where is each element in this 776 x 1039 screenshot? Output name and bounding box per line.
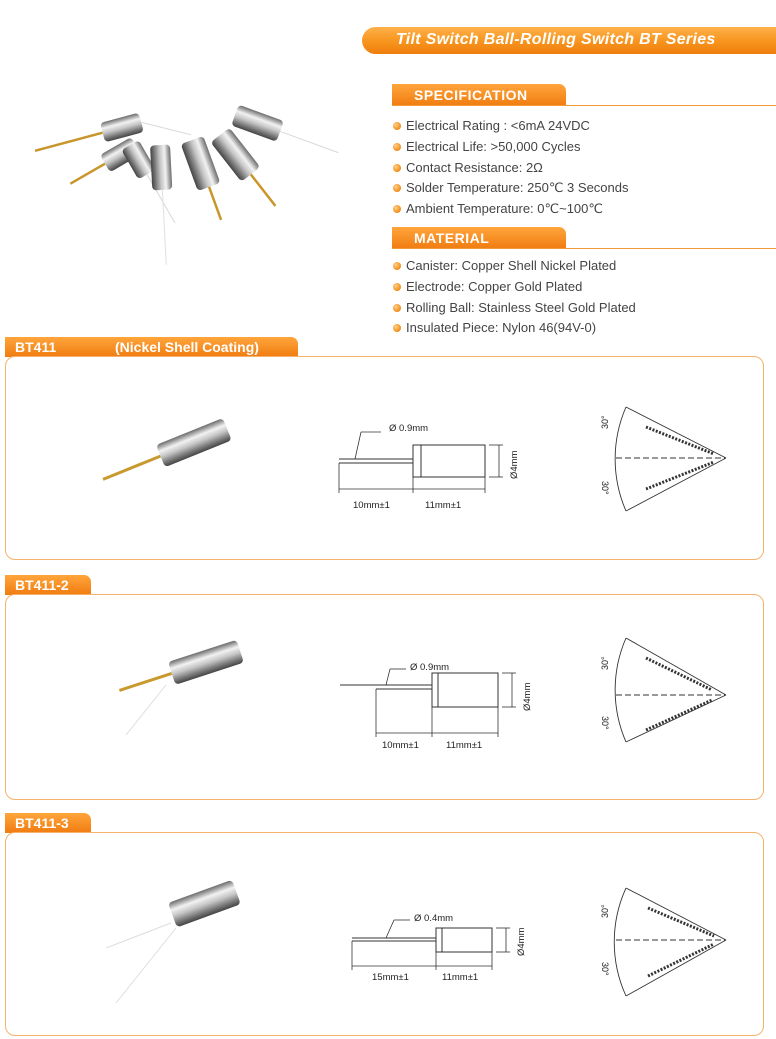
product-coating: (Nickel Shell Coating) xyxy=(115,339,259,355)
specification-header xyxy=(392,84,776,106)
material-item: Canister: Copper Shell Nickel Plated xyxy=(392,256,636,277)
bullet-icon xyxy=(393,205,401,213)
material-list xyxy=(392,256,636,339)
material-header xyxy=(392,227,776,249)
series-title: Tilt Switch Ball-Rolling Switch BT Series xyxy=(396,31,716,48)
product-photo xyxy=(86,863,256,1013)
material-item: Electrode: Copper Gold Plated xyxy=(392,277,636,298)
product-name: BT411-2 xyxy=(15,577,69,593)
body-length-label: 11mm±1 xyxy=(442,972,479,983)
tilt-angle-diagram xyxy=(586,399,741,519)
specification-tab xyxy=(392,84,566,106)
dimension-drawing xyxy=(331,417,531,517)
bullet-icon xyxy=(393,304,401,312)
bullet-icon xyxy=(393,164,401,172)
bullet-icon xyxy=(393,262,401,270)
tilt-angle-diagram xyxy=(586,630,741,750)
body-length-label: 11mm±1 xyxy=(425,500,462,511)
bullet-icon xyxy=(393,324,401,332)
product-photo xyxy=(101,417,236,497)
angle-bottom-label: 30° xyxy=(600,962,610,976)
product-name: BT411 xyxy=(15,339,57,355)
product-panel-bt411-3 xyxy=(5,832,764,1036)
bullet-icon xyxy=(393,122,401,130)
tilt-angle-diagram xyxy=(586,878,741,1003)
spec-item: Contact Resistance: 2Ω xyxy=(392,158,629,179)
product-photo xyxy=(106,630,246,740)
pin-length-label: 10mm±1 xyxy=(353,500,390,511)
spec-item: Ambient Temperature: 0℃~100℃ xyxy=(392,199,629,220)
bullet-icon xyxy=(393,184,401,192)
product-panel-bt411 xyxy=(5,356,764,560)
dimension-drawing xyxy=(336,655,546,755)
pin-diameter-label: Ø 0.4mm xyxy=(414,913,454,924)
material-item: Insulated Piece: Nylon 46(94V-0) xyxy=(392,318,636,339)
product-tab-bt411-3 xyxy=(5,813,91,833)
spec-item: Electrical Rating : <6mA 24VDC xyxy=(392,116,629,137)
pin-diameter-label: Ø 0.9mm xyxy=(389,423,429,434)
bullet-icon xyxy=(393,143,401,151)
product-group-photo xyxy=(20,95,370,295)
body-length-label: 11mm±1 xyxy=(446,740,483,751)
product-name: BT411-3 xyxy=(15,815,69,831)
material-heading: MATERIAL xyxy=(414,230,490,246)
specification-heading: SPECIFICATION xyxy=(414,87,528,103)
angle-bottom-label: 30° xyxy=(600,716,610,730)
body-diameter-label: Ø4mm xyxy=(516,927,527,956)
pin-length-label: 15mm±1 xyxy=(372,972,409,983)
angle-top-label: 30° xyxy=(600,904,610,918)
angle-bottom-label: 30° xyxy=(600,481,610,495)
spec-item: Solder Temperature: 250℃ 3 Seconds xyxy=(392,178,629,199)
spec-item: Electrical Life: >50,000 Cycles xyxy=(392,137,629,158)
product-tab-bt411-2 xyxy=(5,575,91,595)
angle-top-label: 30° xyxy=(600,656,610,670)
product-panel-bt411-2 xyxy=(5,594,764,800)
material-tab xyxy=(392,227,566,249)
dimension-drawing xyxy=(346,908,546,1008)
bullet-icon xyxy=(393,283,401,291)
pin-diameter-label: Ø 0.9mm xyxy=(410,662,450,673)
divider xyxy=(392,248,776,249)
series-title-banner xyxy=(362,27,776,54)
product-tab-bt411 xyxy=(5,337,298,357)
angle-top-label: 30° xyxy=(600,415,610,429)
body-diameter-label: Ø4mm xyxy=(522,682,533,711)
specification-list xyxy=(392,116,629,220)
body-diameter-label: Ø4mm xyxy=(509,450,520,479)
material-item: Rolling Ball: Stainless Steel Gold Plated xyxy=(392,298,636,319)
pin-length-label: 10mm±1 xyxy=(382,740,419,751)
divider xyxy=(392,105,776,106)
